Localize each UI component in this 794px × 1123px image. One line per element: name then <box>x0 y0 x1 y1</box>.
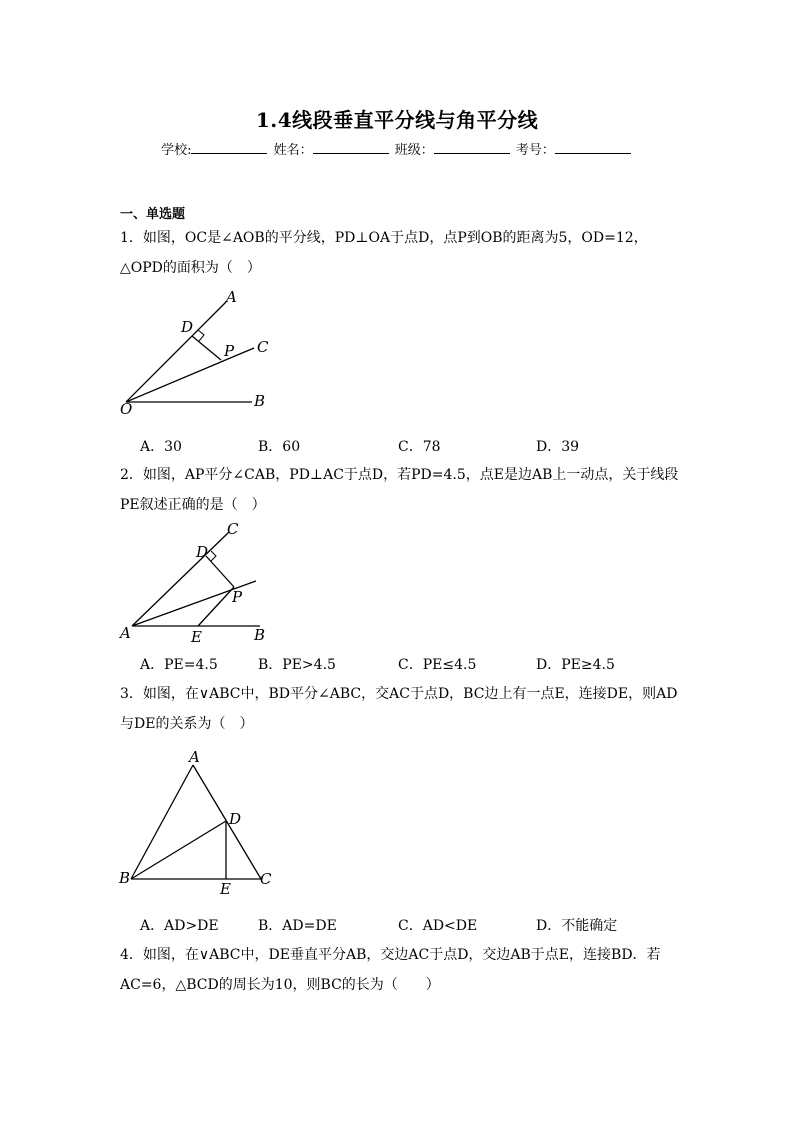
label-b: B <box>119 869 131 887</box>
class-blank[interactable] <box>434 141 510 154</box>
label-a: A <box>226 290 237 306</box>
label-e: E <box>220 880 231 896</box>
segment-pd <box>206 556 234 587</box>
segment-pe <box>198 587 234 626</box>
question-3-option-b[interactable]: B．AD=DE <box>258 918 337 934</box>
right-angle-mark <box>211 551 216 561</box>
question-2-text: 2．如图，AP平分∠CAB，PD⊥AC于点D，若PD=4.5，点E是边AB上一动点，关于线段PE叙述正确的是（ ） <box>120 467 679 513</box>
question-3-option-d[interactable]: D．不能确定 <box>536 918 618 934</box>
class-label: 班级： <box>394 143 434 158</box>
label-a: A <box>189 748 200 766</box>
label-d: D <box>229 810 242 828</box>
ray-oc <box>126 348 254 402</box>
segment-bd <box>131 821 226 879</box>
school-label: 学校: <box>161 143 192 158</box>
label-p: P <box>232 588 243 606</box>
question-1-option-d[interactable]: D．39 <box>536 439 580 455</box>
label-c: C <box>257 338 269 356</box>
school-blank[interactable] <box>191 141 267 154</box>
section-heading: 一、单选题 <box>120 207 186 222</box>
student-info-line <box>0 139 794 158</box>
ray-ac <box>132 532 229 626</box>
label-c: C <box>227 520 239 538</box>
question-2-option-c[interactable]: C．PE≤4.5 <box>398 657 477 673</box>
label-a: A <box>120 624 131 642</box>
segment-pd <box>192 336 221 360</box>
question-4-text: 4．如图，在∨ABC中，DE垂直平分AB，交边AC于点D，交边AB于点E，连接BD．若AC=6，△BCD的周长为10，则BC的长为（ ） <box>120 947 661 993</box>
question-2-option-b[interactable]: B．PE>4.5 <box>258 657 336 673</box>
number-blank[interactable] <box>555 141 631 154</box>
question-1-option-a[interactable]: A．30 <box>140 439 182 455</box>
label-c: C <box>260 870 272 888</box>
question-1-option-c[interactable]: C．78 <box>398 439 441 455</box>
label-e: E <box>191 628 202 642</box>
question-2-option-d[interactable]: D．PE≥4.5 <box>536 657 615 673</box>
label-p: P <box>224 342 235 360</box>
question-1-figure <box>112 290 282 418</box>
label-d: D <box>196 543 209 561</box>
number-label: 考号： <box>515 143 555 158</box>
side-ac <box>193 765 261 879</box>
label-o: O <box>120 400 133 418</box>
question-1-option-b[interactable]: B．60 <box>258 439 301 455</box>
question-3-text: 3．如图，在∨ABC中，BD平分∠ABC，交AC于点D，BC边上有一点E，连接DE，则AD与DE的关系为（ ） <box>120 686 678 732</box>
label-d: D <box>181 318 194 336</box>
label-b: B <box>254 392 266 410</box>
right-angle-mark <box>198 330 204 341</box>
name-label: 姓名： <box>273 143 313 158</box>
question-1-text: 1．如图，OC是∠AOB的平分线，PD⊥OA于点D，点P到OB的距离为5，OD=12，△OPD的面积为（ ） <box>120 230 648 276</box>
question-3-option-c[interactable]: C．AD<DE <box>398 918 478 934</box>
question-2-option-a[interactable]: A．PE=4.5 <box>140 657 218 673</box>
side-ab <box>131 765 193 879</box>
label-b: B <box>254 626 266 642</box>
question-3-figure <box>114 748 284 896</box>
page-title: 1.4线段垂直平分线与角平分线 <box>255 108 539 132</box>
name-blank[interactable] <box>313 141 389 154</box>
question-2-figure <box>114 520 274 642</box>
question-3-option-a[interactable]: A．AD>DE <box>140 918 219 934</box>
